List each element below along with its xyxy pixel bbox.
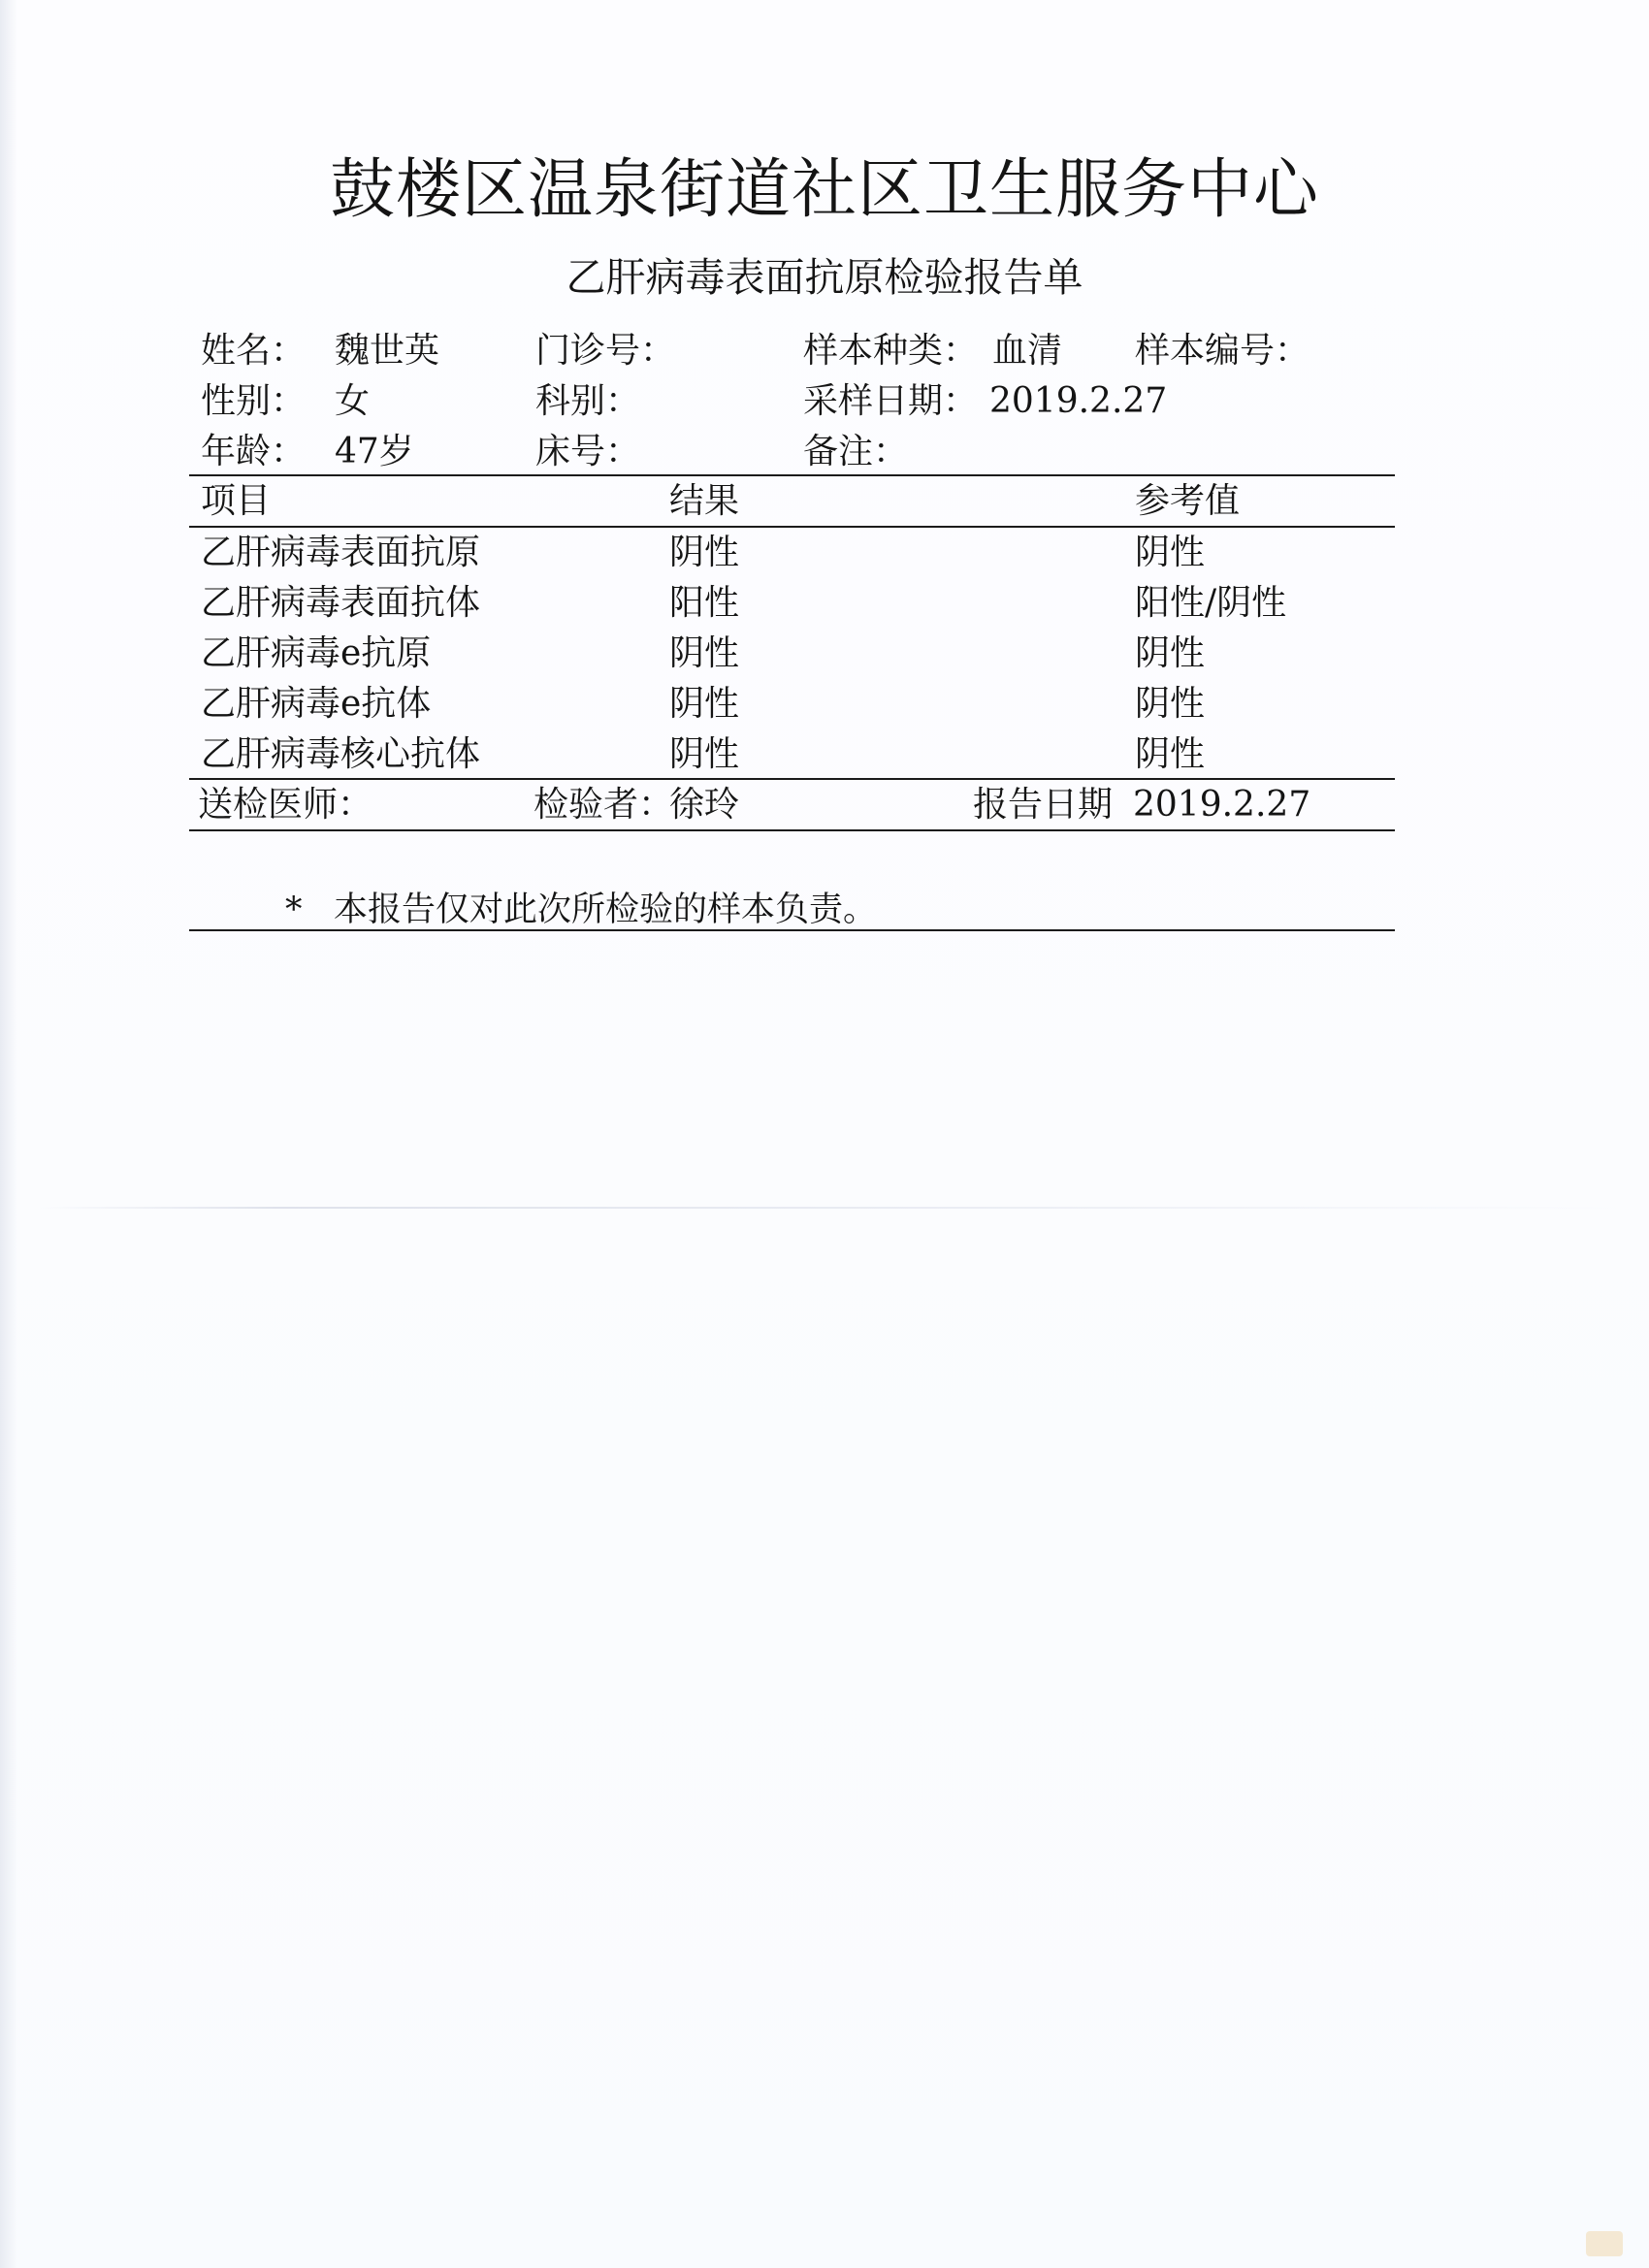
bed-label: 床号： xyxy=(535,432,641,471)
column-header-reference: 参考值 xyxy=(1135,481,1241,521)
sample-type-value: 血清 xyxy=(992,331,1063,371)
row-result: 阴性 xyxy=(669,633,740,673)
column-header-item: 项目 xyxy=(201,481,272,521)
sex-label: 性别： xyxy=(201,381,307,421)
report-title: 乙肝病毒表面抗原检验报告单 xyxy=(566,254,1083,301)
sample-no-label: 样本编号： xyxy=(1135,331,1310,371)
row-item: 乙肝病毒表面抗原 xyxy=(201,533,481,572)
name-value: 魏世英 xyxy=(335,331,440,371)
table-top-rule xyxy=(189,474,1395,476)
sample-date-value: 2019.2.27 xyxy=(989,381,1168,421)
doctor-label: 送检医师： xyxy=(198,785,373,825)
report-date-label: 报告日期 xyxy=(973,785,1114,825)
sex-value: 女 xyxy=(335,381,371,421)
age-value: 47岁 xyxy=(335,432,414,471)
table-header-rule xyxy=(189,526,1395,528)
paper-edge-shadow xyxy=(0,0,17,2268)
row-reference: 阴性 xyxy=(1135,684,1206,724)
outpatient-no-label: 门诊号： xyxy=(535,331,676,371)
footer-bottom-rule xyxy=(189,829,1395,831)
age-label: 年龄： xyxy=(201,432,307,471)
row-reference: 阴性 xyxy=(1135,633,1206,673)
row-result: 阴性 xyxy=(669,734,740,774)
row-result: 阳性 xyxy=(669,583,740,623)
row-result: 阴性 xyxy=(669,684,740,724)
row-result: 阴性 xyxy=(669,533,740,572)
paper-fold-line xyxy=(39,1207,1620,1209)
remark-label: 备注： xyxy=(803,432,909,471)
row-reference: 阴性 xyxy=(1135,533,1206,572)
table-bottom-rule xyxy=(189,778,1395,780)
institution-title: 鼓楼区温泉街道社区卫生服务中心 xyxy=(330,151,1319,227)
sample-type-label: 样本种类： xyxy=(803,331,979,371)
row-item: 乙肝病毒e抗体 xyxy=(201,684,432,724)
report-date-value: 2019.2.27 xyxy=(1133,785,1311,825)
corner-stamp-mark xyxy=(1586,2231,1623,2256)
name-label: 姓名： xyxy=(201,331,307,371)
row-item: 乙肝病毒核心抗体 xyxy=(201,734,481,774)
row-item: 乙肝病毒e抗原 xyxy=(201,633,432,673)
note-text: 本报告仅对此次所检验的样本负责。 xyxy=(334,891,878,929)
row-reference: 阴性 xyxy=(1135,734,1206,774)
row-item: 乙肝病毒表面抗体 xyxy=(201,583,481,623)
column-header-result: 结果 xyxy=(669,481,740,521)
note-asterisk: * xyxy=(285,891,303,929)
sample-date-label: 采样日期： xyxy=(803,381,979,421)
row-reference: 阳性/阴性 xyxy=(1135,583,1287,623)
examiner-value: 徐玲 xyxy=(669,785,740,825)
department-label: 科别： xyxy=(535,381,641,421)
examiner-label: 检验者： xyxy=(534,785,674,825)
